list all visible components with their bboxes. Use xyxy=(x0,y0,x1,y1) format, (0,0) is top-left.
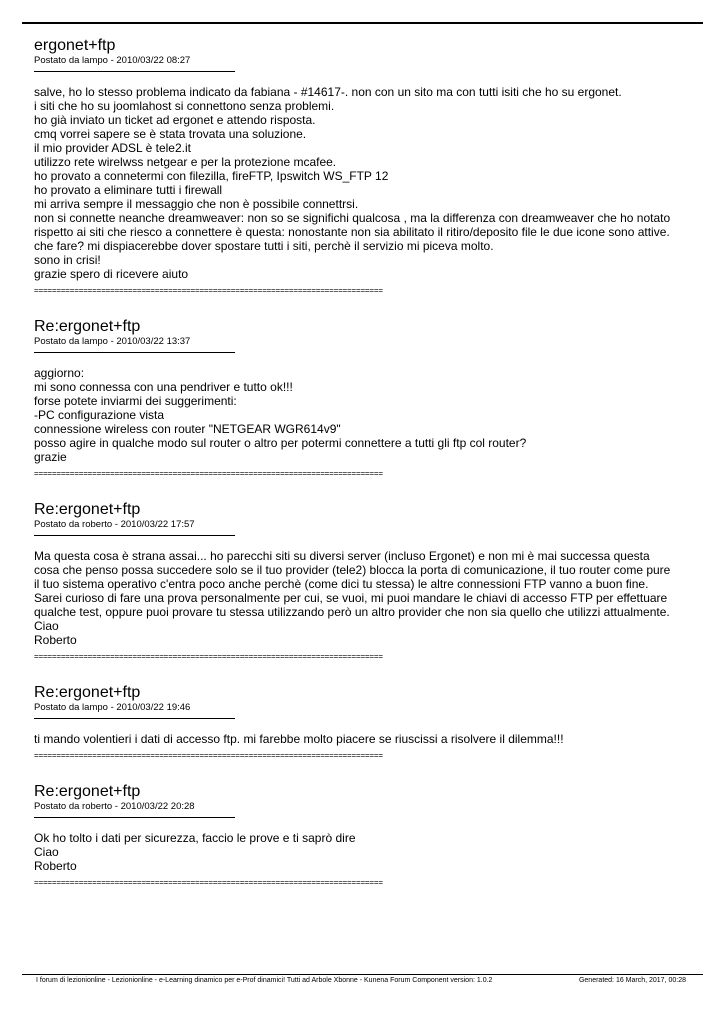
post-body-line: Roberto xyxy=(34,633,77,647)
post-body-line: che fare? mi dispiacerebbe dover spostare tutti i siti, perchè il servizio mi piceva molto. xyxy=(34,239,494,253)
post-body-line: ho provato a connetermi con filezilla, fireFTP, Ipswitch WS_FTP 12 xyxy=(34,169,389,183)
post-body-line: connessione wireless con router "NETGEAR WGR614v9" xyxy=(34,422,341,436)
post-body-line: utilizzo rete wirelwss netgear e per la protezione mcafee. xyxy=(34,155,337,169)
post-header-rule xyxy=(34,817,235,818)
post-body-line: ho provato a eliminare tutti i firewall xyxy=(34,183,223,197)
post-meta: Postato da lampo - 2010/03/22 08:27 xyxy=(34,55,191,66)
post-header-rule xyxy=(34,71,235,72)
post-meta: Postato da roberto - 2010/03/22 17:57 xyxy=(34,519,195,530)
post-title: Re:ergonet+ftp xyxy=(34,783,141,800)
post-body-line: Ok ho tolto i dati per sicurezza, faccio le prove e ti saprò dire xyxy=(34,831,356,845)
post-body-line: i siti che ho su joomlahost si connettono senza problemi. xyxy=(34,99,335,113)
post-body-line: cmq vorrei sapere se è stata trovata una soluzione. xyxy=(34,127,307,141)
post-body-line: qualche test, oppure puoi provare tu stessa utilizzando però un altro provider che non sia quello che utilizzi attualmente. xyxy=(34,605,670,619)
post-body-line: aggiorno: xyxy=(34,366,85,380)
post-body-line: rispetto ai siti che riesco a connettere è questa: nonostante non sia abilitato il ritiro/deposito file le due icone sono attive. xyxy=(34,225,670,239)
post-body-line: mi sono connessa con una pendriver e tutto ok!!! xyxy=(34,380,293,394)
post-body-line: Ciao xyxy=(34,619,59,633)
post-body-line: posso agire in qualche modo sul router o altro per potermi connettere a tutti gli ftp col router? xyxy=(34,436,527,450)
post-body-line: cosa che penso possa succedere solo se il tuo provider (tele2) blocca la porta di comunicazione, il tuo router come pure xyxy=(34,563,671,577)
post-body-line: Ma questa cosa è strana assai... ho parecchi siti su diversi server (incluso Ergonet) e non mi è mai successa questa xyxy=(34,549,650,563)
post-meta: Postato da lampo - 2010/03/22 19:46 xyxy=(34,702,191,713)
post-title: Re:ergonet+ftp xyxy=(34,684,141,701)
post-body-line: sono in crisi! xyxy=(34,253,101,267)
forum-post xyxy=(34,37,694,295)
forum-post xyxy=(34,318,694,478)
post-separator: ============================================================================== xyxy=(34,751,383,760)
post-body-line: grazie spero di ricevere aiuto xyxy=(34,267,189,281)
post-body xyxy=(34,831,694,873)
post-title: ergonet+ftp xyxy=(34,37,116,54)
post-body-line: Sarei curioso di fare una prova personalmente per cui, se vuoi, mi puoi mandare le chiavi di accesso FTP per effettuare xyxy=(34,591,668,605)
forum-post xyxy=(34,684,694,760)
post-body xyxy=(34,732,694,746)
forum-post xyxy=(34,501,694,661)
post-separator: ============================================================================== xyxy=(34,878,383,887)
top-rule xyxy=(22,22,703,24)
post-body-line: Ciao xyxy=(34,845,59,859)
post-body-line: salve, ho lo stesso problema indicato da fabiana - #14617-. non con un sito ma con tutti isiti che ho su ergonet. xyxy=(34,85,622,99)
post-body-line: non si connette neanche dreamweaver: non so se significhi qualcosa , ma la differenza con dreamweaver che ho notato xyxy=(34,211,671,225)
post-body-line: grazie xyxy=(34,450,67,464)
post-body xyxy=(34,85,694,281)
post-body xyxy=(34,549,694,647)
footer-rule xyxy=(22,974,703,975)
footer-source: I forum di lezionionline - Lezionionline - e-Learning dinamico per e-Prof dinamici! Tutti ad Arbole Xbonne - Kunena Forum Component version: 1.0.2 xyxy=(36,977,493,984)
post-body-line: il mio provider ADSL è tele2.it xyxy=(34,141,191,155)
footer-generated: Generated: 16 March, 2017, 00:28 xyxy=(578,977,686,984)
post-separator: ============================================================================== xyxy=(34,652,383,661)
post-header-rule xyxy=(34,535,235,536)
post-body-line: mi arriva sempre il messaggio che non è possibile connettrsi. xyxy=(34,197,359,211)
post-body-line: forse potete inviarmi dei suggerimenti: xyxy=(34,394,237,408)
post-title: Re:ergonet+ftp xyxy=(34,501,141,518)
post-meta: Postato da lampo - 2010/03/22 13:37 xyxy=(34,336,191,347)
post-separator: ============================================================================== xyxy=(34,286,383,295)
post-body xyxy=(34,366,694,464)
post-separator: ============================================================================== xyxy=(34,469,383,478)
post-body-line: ti mando volentieri i dati di accesso ftp. mi farebbe molto piacere se riuscissi a risolvere il dilemma!!! xyxy=(34,732,564,746)
post-body-line: Roberto xyxy=(34,859,77,873)
post-meta: Postato da roberto - 2010/03/22 20:28 xyxy=(34,801,195,812)
post-body-line: ho già inviato un ticket ad ergonet e attendo risposta. xyxy=(34,113,316,127)
forum-posts xyxy=(34,37,694,910)
post-title: Re:ergonet+ftp xyxy=(34,318,141,335)
post-body-line: -PC configurazione vista xyxy=(34,408,165,422)
post-header-rule xyxy=(34,352,235,353)
post-header-rule xyxy=(34,718,235,719)
forum-post xyxy=(34,783,694,887)
post-body-line: il tuo sistema operativo c'entra poco anche perchè (come dici tu stessa) le altre connessioni FTP vanno a buon fine. xyxy=(34,577,649,591)
